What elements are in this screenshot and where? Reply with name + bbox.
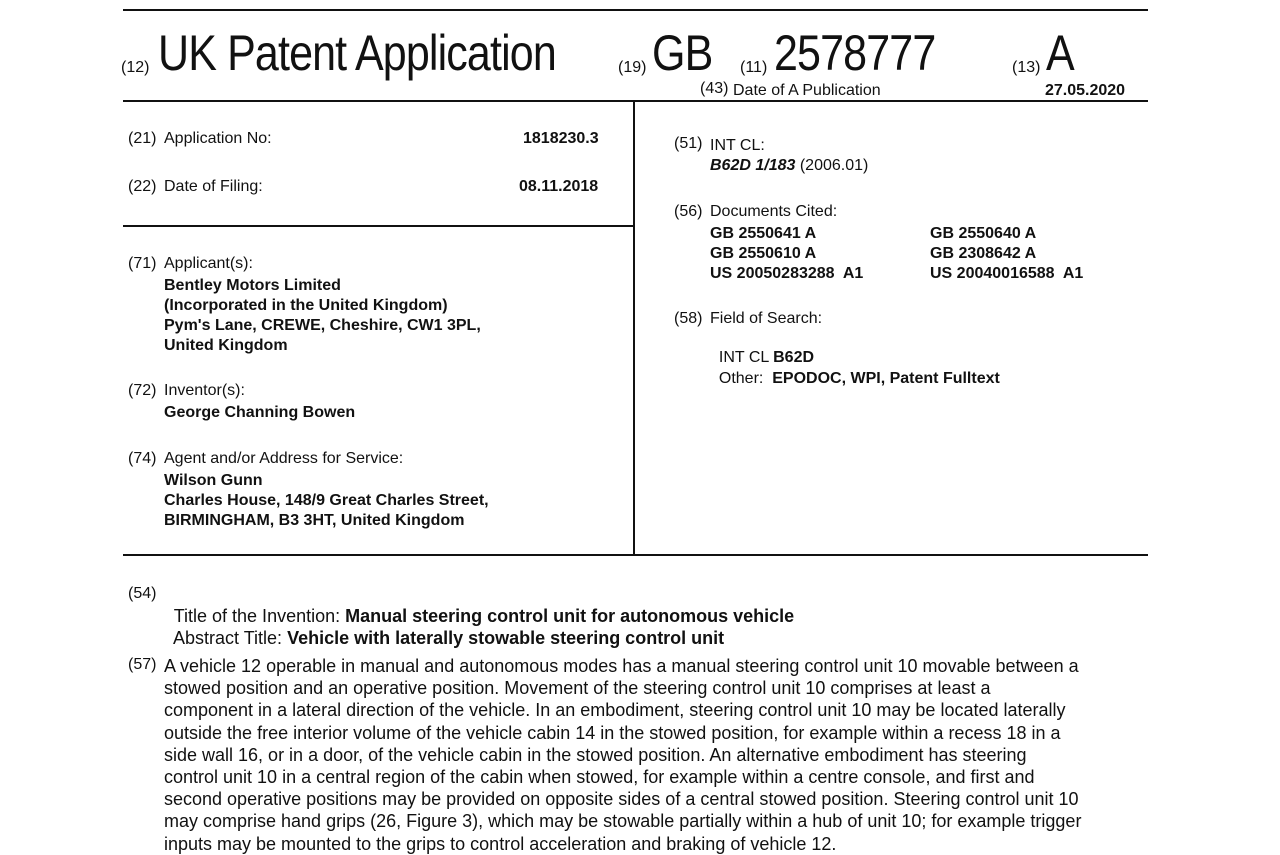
applicant-line: Bentley Motors Limited <box>164 277 341 294</box>
header-code-19: (19) <box>618 59 647 76</box>
applicant-details <box>164 276 481 356</box>
abstract-text <box>164 655 1154 855</box>
agent-label: Agent and/or Address for Service: <box>164 450 404 467</box>
abstract-line: A vehicle 12 operable in manual and autonomous modes has a manual steering control unit 10 movable between a <box>164 656 1079 676</box>
search-other-prefix: Other: <box>718 370 773 387</box>
abstract-line: may comprise hand grips (26, Figure 3), which may be stowable partially within a hub of unit 10; for example trigger <box>164 811 1082 832</box>
applicant-code: (71) <box>128 255 157 272</box>
left-divider-rule <box>123 225 633 227</box>
intcl-edition: (2006.01) <box>799 157 869 174</box>
applicant-line: Pym's Lane, CREWE, Cheshire, CW1 3PL, <box>164 317 481 334</box>
abstract-line: inputs may be mounted to the grips to control acceleration and braking of vehicle 12. <box>164 833 837 854</box>
agent-line: Charles House, 148/9 Great Charles Street, <box>164 492 489 509</box>
application-code: (21) <box>128 130 157 147</box>
country-code: GB <box>652 25 713 81</box>
invention-title-label: Title of the Invention: <box>173 606 346 626</box>
intcl-label: INT CL: <box>710 137 765 154</box>
header-rule <box>123 100 1148 102</box>
cited-document: GB 2550610 A <box>710 245 817 262</box>
cited-document: US 20040016588 A1 <box>930 265 1084 282</box>
patent-number: 2578777 <box>774 25 936 81</box>
intcl-class: B62D 1/183 <box>710 157 796 174</box>
cited-document: GB 2308642 A <box>930 245 1037 262</box>
cited-label: Documents Cited: <box>710 203 838 220</box>
inventor-details <box>164 403 355 423</box>
invention-title-value: Manual steering control unit for autonomous vehicle <box>345 606 795 626</box>
cited-document: GB 2550641 A <box>710 225 817 242</box>
column-divider <box>633 102 635 554</box>
abstract-line: second operative positions may be provided on opposite sides of a central stowed position. Steering control unit 10 <box>164 789 1079 810</box>
search-code: (58) <box>674 310 703 327</box>
agent-details <box>164 471 489 531</box>
filing-label: Date of Filing: <box>164 178 263 195</box>
publication-date: 27.05.2020 <box>1045 82 1126 99</box>
filing-code: (22) <box>128 178 157 195</box>
abstract-line: side wall 16, or in a door, of the vehicle cabin in the stowed position. An alternative embodiment has steering <box>164 744 1027 765</box>
cited-code: (56) <box>674 203 703 220</box>
top-rule <box>123 9 1148 11</box>
intcl-code: (51) <box>674 135 703 152</box>
agent-line: BIRMINGHAM, B3 3HT, United Kingdom <box>164 512 465 529</box>
filing-date: 08.11.2018 <box>519 178 599 195</box>
application-label: Application No: <box>164 130 272 147</box>
agent-line: Wilson Gunn <box>164 472 263 489</box>
cited-column-1 <box>710 224 863 284</box>
search-intcl-prefix: INT CL <box>718 349 774 366</box>
title-code: (54) <box>128 585 157 602</box>
cited-column-2 <box>930 224 1083 284</box>
abstract-line: outside the free interior volume of the vehicle cabin 14 in the stowed position, for example within a recess 18 in a <box>164 722 1061 743</box>
search-other-value: EPODOC, WPI, Patent Fulltext <box>772 370 1000 387</box>
cited-document: GB 2550640 A <box>930 225 1037 242</box>
header-code-12: (12) <box>121 59 150 76</box>
inventor-code: (72) <box>128 382 157 399</box>
agent-code: (74) <box>128 450 157 467</box>
kind-code: A <box>1046 25 1074 81</box>
inventor-line: George Channing Bowen <box>164 404 356 421</box>
intcl-classification <box>710 157 868 175</box>
abstract-code: (57) <box>128 656 157 673</box>
abstract-title-label: Abstract Title: <box>173 628 288 648</box>
search-intcl-value: B62D <box>773 349 815 366</box>
abstract-title <box>164 607 724 649</box>
abstract-line: component in a lateral direction of the vehicle. In an embodiment, steering control unit 10 may be located laterally <box>164 700 1066 721</box>
search-label: Field of Search: <box>710 310 823 327</box>
application-number: 1818230.3 <box>523 130 599 147</box>
search-other <box>710 352 1000 388</box>
abstract-title-value: Vehicle with laterally stowable steering control unit <box>287 628 725 648</box>
header-code-13: (13) <box>1012 59 1041 76</box>
inventor-label: Inventor(s): <box>164 382 245 399</box>
header-code-11: (11) <box>740 59 768 76</box>
bottom-rule <box>123 554 1148 556</box>
cited-document: US 20050283288 A1 <box>710 265 864 282</box>
applicant-line: United Kingdom <box>164 337 288 354</box>
publication-date-label: Date of A Publication <box>733 82 881 99</box>
abstract-line: control unit 10 in a central region of the cabin when stowed, for example within a centre console, and first and <box>164 767 1035 788</box>
applicant-line: (Incorporated in the United Kingdom) <box>164 297 448 314</box>
applicant-label: Applicant(s): <box>164 255 253 272</box>
abstract-line: stowed position and an operative position. Movement of the steering control unit 10 comprises at least a <box>164 678 991 699</box>
header-code-43: (43) <box>700 80 729 97</box>
patent-title: UK Patent Application <box>158 25 556 81</box>
